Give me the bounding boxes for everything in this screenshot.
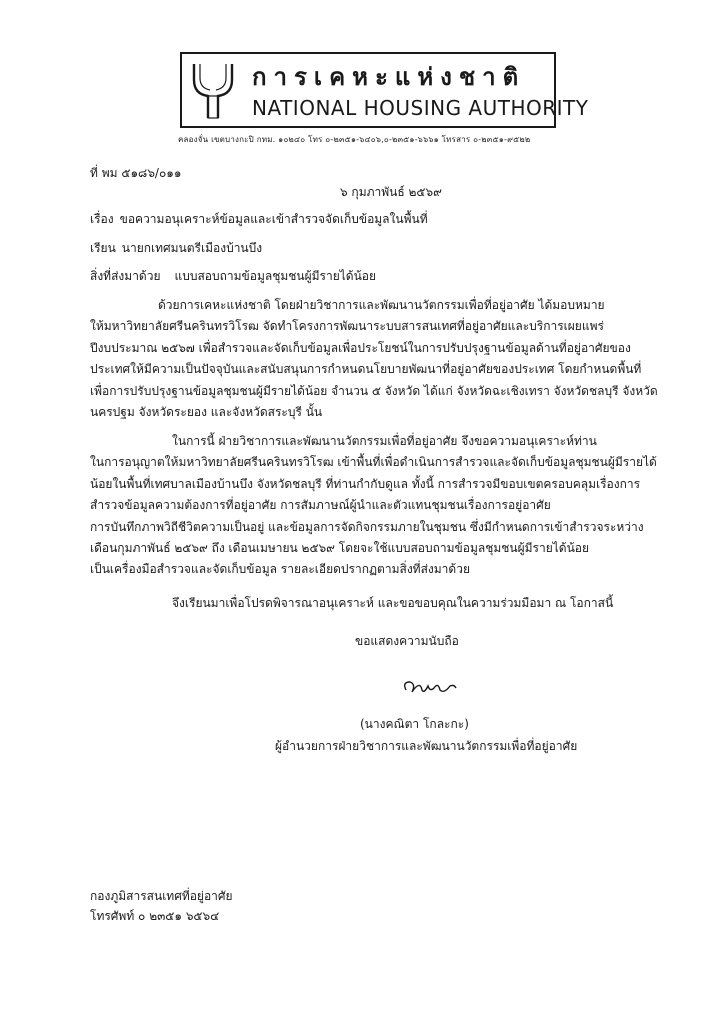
reference-number: ที่ พม ๕๑๘๖/๐๑๑	[90, 166, 182, 180]
subject-label: เรื่อง	[90, 212, 114, 226]
body-paragraph-2	[90, 431, 657, 581]
subject-text: ขอความอนุเคราะห์ข้อมูลและเข้าสำรวจจัดเก็บข้อมูลในพื้นที่	[119, 212, 428, 226]
footer-phone: โทรศัพท์ ๐ ๒๓๕๑ ๖๕๖๔	[90, 909, 220, 923]
recipient-text: นายกเทศมนตรีเมืองบ้านบึง	[121, 241, 263, 255]
letterhead	[180, 52, 589, 128]
paragraph-line: ในการอนุญาตให้มหาวิทยาลัยศรีนครินทรวิโรฒ เข้าพื้นที่เพื่อดำเนินการสำรวจและจัดเก็บข้อมูลชุมชนผู้มีรายได้	[90, 455, 657, 470]
org-name-english: NATIONAL HOUSING AUTHORITY	[252, 96, 589, 120]
closing-phrase: ขอแสดงความนับถือ	[355, 634, 459, 648]
paragraph-line: สำรวจข้อมูลความต้องการที่อยู่อาศัย การสัมภาษณ์ผู้นำและตัวแทนชุมชนเรื่องการอยู่อาศัย	[90, 498, 551, 513]
recipient-label: เรียน	[90, 241, 116, 255]
nha-logo-icon	[188, 60, 238, 120]
paragraph-line: ปีงบประมาณ ๒๕๖๗ เพื่อสำรวจและจัดเก็บข้อมูลเพื่อประโยชน์ในการปรับปรุงฐานข้อมูลด้านที่อยู่อาศัยของ	[90, 340, 631, 355]
signer-position: ผู้อำนวยการฝ่ายวิชาการและพัฒนานวัตกรรมเพื่อที่อยู่อาศัย	[275, 739, 578, 753]
paragraph-line: นครปฐม จังหวัดระยอง และจังหวัดสระบุรี นั้น	[90, 405, 323, 420]
paragraph-line: ด้วยการเคหะแห่งชาติ โดยฝ่ายวิชาการและพัฒนานวัตกรรมเพื่อที่อยู่อาศัย ได้มอบหมาย	[158, 298, 605, 312]
letterhead-address: คลองจั่น เขตบางกะปิ กทม. ๑๐๒๔๐ โทร ๐-๒๓๕๑-๖๔๐๖,๐-๒๓๕๑-๖๖๖๑ โทรสาร ๐-๒๓๕๑-๙๕๒๒	[178, 135, 531, 144]
paragraph-line: การบันทึกภาพวิถีชีวิตความเป็นอยู่ และข้อมูลการจัดกิจกรรมภายในชุมชน ซึ่งมีกำหนดการเข้าสำรวจระหว่าง	[90, 519, 644, 534]
paragraph-line: เป็นเครื่องมือสำรวจและจัดเก็บข้อมูล รายละเอียดปรากฏตามสิ่งที่ส่งมาด้วย	[90, 562, 470, 577]
paragraph-line: เพื่อการปรับปรุงฐานข้อมูลชุมชนผู้มีรายได้น้อย จำนวน ๕ จังหวัด ได้แก่ จังหวัดฉะเชิงเทรา จังหวัดชลบุรี จังหวัด	[90, 383, 658, 398]
body-paragraph-3	[90, 593, 630, 614]
letter-date: ๖ กุมภาพันธ์ ๒๕๖๙	[340, 185, 442, 199]
org-name-thai: การเคหะแห่งชาติ	[252, 63, 526, 91]
subject-line	[90, 211, 428, 227]
signer-name: (นางคณิตา โกละกะ)	[360, 717, 469, 731]
enclosure-text: แบบสอบถามข้อมูลชุมชนผู้มีรายได้น้อย	[174, 269, 377, 283]
recipient-line	[90, 240, 262, 256]
paragraph-line: จึงเรียนมาเพื่อโปรดพิจารณาอนุเคราะห์ และขอขอบคุณในความร่วมมือมา ณ โอกาสนี้	[172, 596, 614, 610]
paragraph-line: ประเทศให้มีความเป็นปัจจุบันและสนับสนุนการกำหนดนโยบายพัฒนาที่อยู่อาศัยของประเทศ โดยกำหนดพื้นที่	[90, 362, 642, 377]
paragraph-line: ในการนี้ ฝ่ายวิชาการและพัฒนานวัตกรรมเพื่อที่อยู่อาศัย จึงขอความอนุเคราะห์ท่าน	[172, 434, 597, 448]
paragraph-line: ให้มหาวิทยาลัยศรีนครินทรวิโรฒ จัดทำโครงการพัฒนาระบบสารสนเทศที่อยู่อาศัยและบริการเผยแพร่	[90, 319, 604, 334]
signature-icon	[400, 676, 460, 698]
body-paragraph-1	[90, 295, 658, 423]
paragraph-line: น้อยในพื้นที่เทศบาลเมืองบ้านบึง จังหวัดชลบุรี ที่ท่านกำกับดูแล ทั้งนี้ การสำรวจมีขอบเขตครอบคลุมเรื่องการ	[90, 476, 641, 491]
enclosure-label: สิ่งที่ส่งมาด้วย	[90, 269, 161, 283]
paragraph-line: เดือนกุมภาพันธ์ ๒๕๖๙ ถึง เดือนเมษายน ๒๕๖๙ โดยจะใช้แบบสอบถามข้อมูลชุมชนผู้มีรายได้น้อย	[90, 541, 590, 556]
footer-department: กองภูมิสารสนเทศที่อยู่อาศัย	[90, 889, 233, 903]
enclosure-line	[90, 268, 376, 284]
